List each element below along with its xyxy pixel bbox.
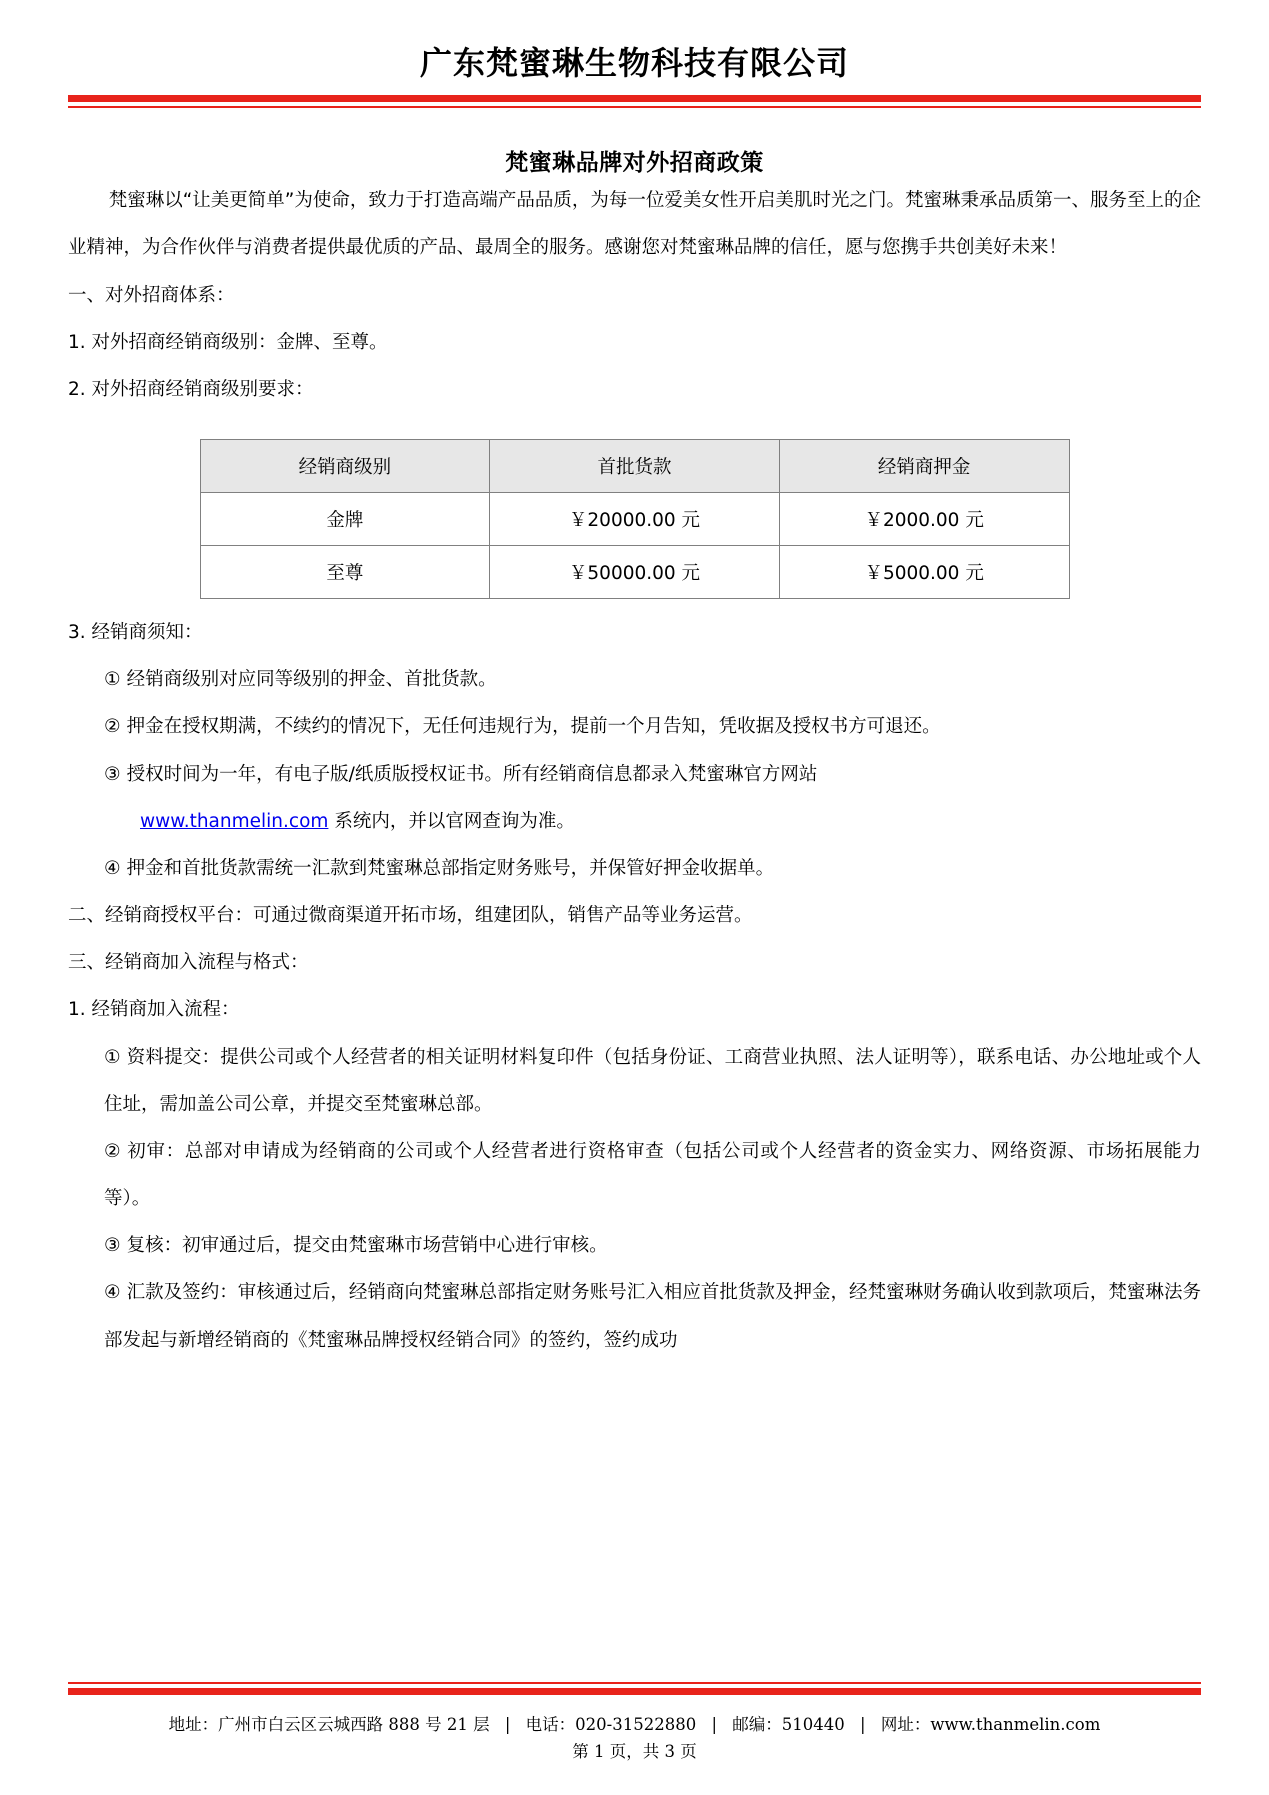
cell-first-order: ￥20000.00 元 bbox=[490, 493, 780, 546]
document-body bbox=[0, 144, 1269, 1364]
grade-table-head bbox=[200, 440, 1069, 493]
section-heading-2: 二、经销商授权平台：可通过微商渠道开拓市场，组建团队，销售产品等业务运营。 bbox=[68, 905, 753, 927]
grade-table-wrapper bbox=[68, 439, 1201, 599]
cell-first-order: ￥50000.00 元 bbox=[490, 546, 780, 599]
column-header-deposit: 经销商押金 bbox=[779, 440, 1069, 493]
footer-phone: 电话：020-31522880 bbox=[525, 1714, 697, 1734]
cell-grade: 金牌 bbox=[200, 493, 490, 546]
flow-item-1-text: 资料提交：提供公司或个人经营者的相关证明材料复印件（包括身份证、工商营业执照、法人证明等），联系电话、办公地址或个人住址，需加盖公司公章，并提交至梵蜜琳总部。 bbox=[104, 1046, 1201, 1115]
header-divider bbox=[0, 95, 1269, 108]
flow-item-2 bbox=[68, 1128, 1201, 1222]
notice-item-3-text-part1: 授权时间为一年，有电子版/纸质版授权证书。所有经销商信息都录入梵蜜琳官方网站 bbox=[126, 763, 818, 785]
notice-item-3-text-part2: 系统内，并以官网查询为准。 bbox=[334, 810, 575, 832]
cell-grade: 至尊 bbox=[200, 546, 490, 599]
header-divider-thick-bar bbox=[68, 95, 1201, 102]
cell-deposit: ￥2000.00 元 bbox=[779, 493, 1069, 546]
circled-number-1-icon: ① bbox=[104, 669, 121, 691]
company-name: 广东梵蜜琳生物科技有限公司 bbox=[419, 44, 849, 82]
flow-item-4-text: 汇款及签约：审核通过后，经销商向梵蜜琳总部指定财务账号汇入相应首批货款及押金，经梵蜜琳财务确认收到款项后，梵蜜琳法务部发起与新增经销商的《梵蜜琳品牌授权经销合同》的签约，签约成功 bbox=[104, 1282, 1201, 1351]
footer-postcode: 邮编：510440 bbox=[732, 1714, 845, 1734]
header-divider-thin-bar bbox=[68, 106, 1201, 108]
flow-item-2-text: 初审：总部对申请成为经销商的公司或个人经营者进行资格审查（包括公司或个人经营者的资金实力、网络资源、市场拓展能力等）。 bbox=[104, 1140, 1201, 1210]
list-item-1-2: 2. 对外招商经销商级别要求： bbox=[68, 378, 314, 400]
list-item-1-1: 1. 对外招商经销商级别：金牌、至尊。 bbox=[68, 331, 388, 353]
circled-number-2-icon: ② bbox=[104, 1140, 122, 1162]
notice-item-3-continuation bbox=[104, 798, 1201, 845]
footer-contact-line bbox=[68, 1711, 1201, 1738]
table-row bbox=[200, 493, 1069, 546]
notice-item-1-text: 经销商级别对应同等级别的押金、首批货款。 bbox=[126, 669, 497, 691]
notice-item-1 bbox=[68, 656, 1201, 703]
page-title: 梵蜜琳品牌对外招商政策 bbox=[505, 150, 764, 177]
footer-separator: | bbox=[504, 1714, 511, 1734]
table-header-row bbox=[200, 440, 1069, 493]
circled-number-3-icon: ③ bbox=[104, 763, 121, 785]
footer-separator: | bbox=[860, 1714, 866, 1734]
flow-item-3-text: 复核：初审通过后，提交由梵蜜琳市场营销中心进行审核。 bbox=[126, 1235, 608, 1257]
notice-item-4 bbox=[68, 845, 1201, 892]
circled-number-1-icon: ① bbox=[104, 1046, 121, 1068]
flow-item-1 bbox=[68, 1034, 1201, 1128]
notice-item-4-text: 押金和首批货款需统一汇款到梵蜜琳总部指定财务账号，并保管好押金收据单。 bbox=[126, 857, 775, 879]
notice-item-2-text: 押金在授权期满，不续约的情况下，无任何违规行为，提前一个月告知，凭收据及授权书方可退还。 bbox=[126, 716, 941, 738]
list-item-3-1: 1. 经销商加入流程： bbox=[68, 999, 240, 1021]
section-heading-3: 三、经销商加入流程与格式： bbox=[68, 952, 309, 974]
section-heading-1: 一、对外招商体系： bbox=[68, 284, 235, 306]
document-header bbox=[0, 0, 1269, 108]
grade-table bbox=[200, 439, 1070, 599]
notice-item-2 bbox=[68, 703, 1201, 750]
document-footer bbox=[0, 1682, 1269, 1765]
footer-address: 地址：广州市白云区云城西路 888 号 21 层 bbox=[168, 1714, 490, 1734]
footer-website: 网址：www.thanmelin.com bbox=[880, 1714, 1101, 1734]
flow-item-3 bbox=[68, 1222, 1201, 1269]
official-website-link[interactable]: www.thanmelin.com bbox=[140, 810, 329, 832]
table-row bbox=[200, 546, 1069, 599]
column-header-grade: 经销商级别 bbox=[200, 440, 490, 493]
footer-divider bbox=[68, 1682, 1201, 1695]
intro-paragraph: 梵蜜琳以“让美更简单”为使命，致力于打造高端产品品质，为每一位爱美女性开启美肌时光之门。梵蜜琳秉承品质第一、服务至上的企业精神，为合作伙伴与消费者提供最优质的产品、最周全的服务。感谢您对梵蜜琳品牌的信任，愿与您携手共创美好未来！ bbox=[68, 190, 1201, 259]
circled-number-4-icon: ④ bbox=[104, 857, 121, 879]
notice-item-3 bbox=[68, 751, 1201, 845]
page-number: 第 1 页，共 3 页 bbox=[572, 1741, 697, 1761]
list-item-1-3: 3. 经销商须知： bbox=[68, 622, 203, 644]
footer-separator: | bbox=[711, 1714, 718, 1734]
circled-number-2-icon: ② bbox=[104, 716, 121, 738]
flow-item-4 bbox=[68, 1269, 1201, 1363]
cell-deposit: ￥5000.00 元 bbox=[779, 546, 1069, 599]
circled-number-4-icon: ④ bbox=[104, 1282, 121, 1304]
grade-table-body bbox=[200, 493, 1069, 599]
footer-divider-thick-bar bbox=[68, 1688, 1201, 1695]
column-header-first-order: 首批货款 bbox=[490, 440, 780, 493]
circled-number-3-icon: ③ bbox=[104, 1235, 121, 1257]
